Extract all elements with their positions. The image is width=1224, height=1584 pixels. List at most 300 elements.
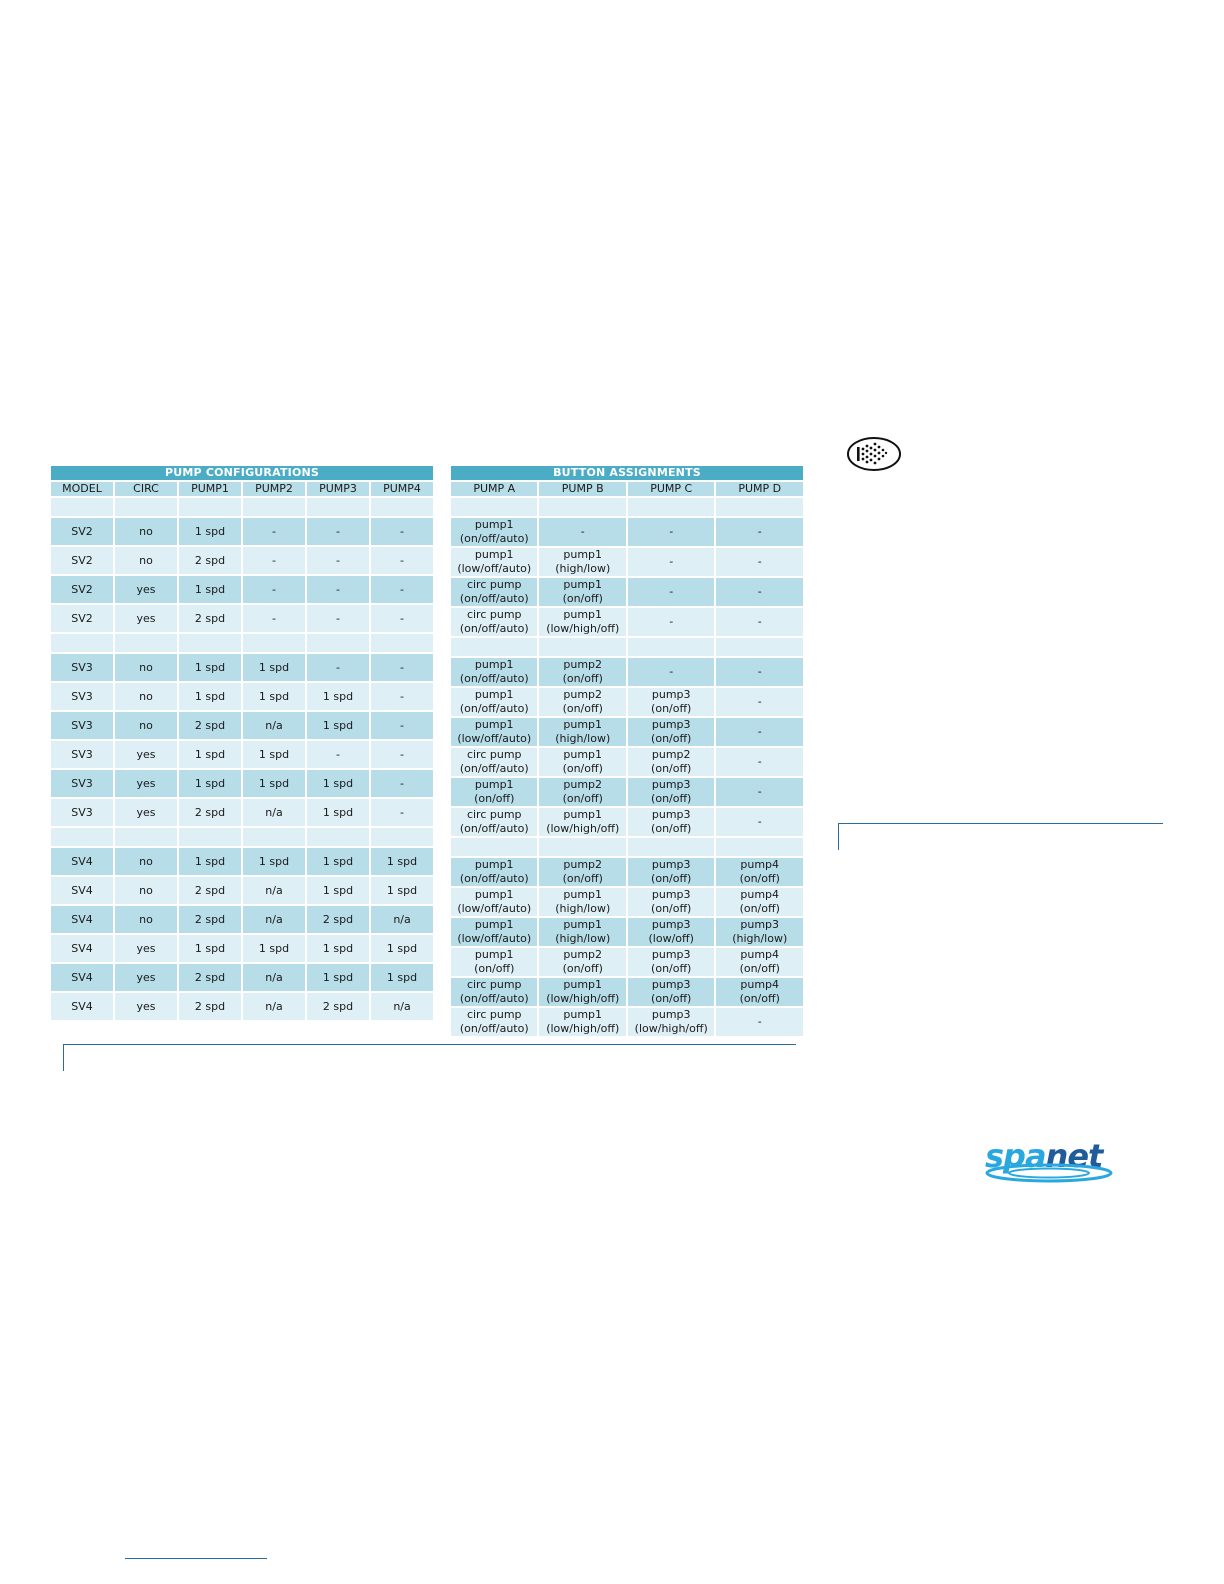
table-cell: - <box>371 518 433 545</box>
cell-label: pump3 <box>651 918 691 931</box>
empty-cell <box>716 498 803 516</box>
table-cell <box>716 518 803 546</box>
table-cell <box>539 548 625 576</box>
empty-cell <box>539 498 625 516</box>
cell-label: pump1 <box>563 548 603 561</box>
cell-mode: (low/high/off) <box>546 1022 620 1035</box>
table-cell: 1 spd <box>243 935 305 962</box>
table-cell <box>451 578 537 606</box>
cell-mode: (on/off) <box>562 672 603 685</box>
table-cell <box>716 978 803 1006</box>
table-cell: n/a <box>243 877 305 904</box>
empty-cell <box>51 828 113 846</box>
empty-cell <box>307 498 369 516</box>
table-row <box>451 688 803 716</box>
table-cell: SV3 <box>51 654 113 681</box>
empty-cell <box>371 498 433 516</box>
cell-label: - <box>757 755 762 768</box>
cell-label: pump1 <box>563 578 603 591</box>
cell-mode: (on/off/auto) <box>459 592 529 605</box>
table-cell: no <box>115 877 177 904</box>
table-cell: 1 spd <box>307 935 369 962</box>
separator-row <box>51 634 433 652</box>
table-cell: n/a <box>243 712 305 739</box>
table-cell: 1 spd <box>179 741 241 768</box>
table-cell <box>451 1008 537 1036</box>
table-cell <box>628 808 714 836</box>
empty-cell <box>628 838 714 856</box>
cell-mode: (low/high/off) <box>634 1022 708 1035</box>
empty-cell <box>371 828 433 846</box>
cell-label: pump1 <box>563 888 603 901</box>
table-cell: SV2 <box>51 576 113 603</box>
table-row <box>51 993 433 1020</box>
cell-mode: (on/off) <box>739 992 780 1005</box>
table-cell <box>628 718 714 746</box>
table-cell <box>716 858 803 886</box>
table-cell: SV4 <box>51 964 113 991</box>
table-cell: 1 spd <box>179 935 241 962</box>
table-row <box>51 518 433 545</box>
column-header-pump-b: PUMP B <box>539 482 625 496</box>
cell-mode: (high/low) <box>555 562 611 575</box>
separator-row <box>451 638 803 656</box>
table-cell: 1 spd <box>307 712 369 739</box>
table-cell: 2 spd <box>179 993 241 1020</box>
empty-cell <box>451 498 537 516</box>
column-header-pump3: PUMP3 <box>307 482 369 496</box>
table-cell: no <box>115 683 177 710</box>
jet-button-icon <box>846 436 902 472</box>
cell-label: circ pump <box>466 578 522 591</box>
table-cell: - <box>243 547 305 574</box>
table-cell: 2 spd <box>179 712 241 739</box>
table-cell: - <box>243 576 305 603</box>
table-cell: SV3 <box>51 712 113 739</box>
table-cell: n/a <box>371 993 433 1020</box>
table-cell: - <box>307 654 369 681</box>
empty-cell <box>628 638 714 656</box>
cell-label: pump1 <box>563 918 603 931</box>
empty-cell <box>115 634 177 652</box>
table-cell: - <box>371 770 433 797</box>
column-header-pump2: PUMP2 <box>243 482 305 496</box>
table-cell: 1 spd <box>371 935 433 962</box>
table-cell <box>628 748 714 776</box>
table-cell <box>628 888 714 916</box>
empty-cell <box>243 828 305 846</box>
cell-label: pump1 <box>563 718 603 731</box>
empty-cell <box>179 634 241 652</box>
cell-mode: (low/off/auto) <box>457 732 532 745</box>
table-cell: SV4 <box>51 906 113 933</box>
table-cell <box>716 548 803 576</box>
table-cell: 2 spd <box>179 906 241 933</box>
cell-label: - <box>669 615 674 628</box>
table-row <box>451 918 803 946</box>
table-cell: - <box>307 576 369 603</box>
table-cell <box>628 658 714 686</box>
cell-label: - <box>580 525 585 538</box>
table-cell: 1 spd <box>179 770 241 797</box>
table-row <box>451 608 803 636</box>
column-header-pump-d: PUMP D <box>716 482 803 496</box>
table-row <box>51 877 433 904</box>
table-cell <box>628 608 714 636</box>
table-cell <box>451 778 537 806</box>
empty-cell <box>51 634 113 652</box>
table-row <box>451 718 803 746</box>
cell-mode: (on/off) <box>651 762 692 775</box>
table-cell: 1 spd <box>243 770 305 797</box>
table-cell: - <box>371 576 433 603</box>
logo-text-spa: spa <box>985 1137 1046 1175</box>
table-cell <box>451 948 537 976</box>
table-row <box>51 906 433 933</box>
table-cell <box>628 578 714 606</box>
table-cell <box>451 808 537 836</box>
table-cell: n/a <box>243 993 305 1020</box>
cell-mode: (on/off) <box>651 902 692 915</box>
cell-mode: (on/off) <box>562 702 603 715</box>
column-header-pump-c: PUMP C <box>628 482 714 496</box>
table-row <box>451 888 803 916</box>
cell-label: pump2 <box>563 858 603 871</box>
table-cell <box>628 858 714 886</box>
cell-mode: (on/off) <box>651 732 692 745</box>
cell-label: pump1 <box>474 888 514 901</box>
cell-label: pump3 <box>651 808 691 821</box>
empty-cell <box>51 498 113 516</box>
table-cell: - <box>307 518 369 545</box>
table-cell: SV2 <box>51 547 113 574</box>
empty-cell <box>716 838 803 856</box>
footer-rule <box>125 1558 267 1559</box>
cell-label: pump1 <box>563 978 603 991</box>
cell-label: circ pump <box>466 978 522 991</box>
table-row <box>51 576 433 603</box>
cell-mode: (on/off) <box>562 872 603 885</box>
empty-cell <box>243 498 305 516</box>
cell-label: - <box>669 585 674 598</box>
empty-cell <box>451 638 537 656</box>
table-cell <box>539 858 625 886</box>
empty-cell <box>115 498 177 516</box>
table-row <box>451 778 803 806</box>
cell-label: pump3 <box>651 718 691 731</box>
empty-cell <box>307 634 369 652</box>
table-cell <box>628 978 714 1006</box>
table-cell <box>628 918 714 946</box>
table-cell: 1 spd <box>307 848 369 875</box>
table-cell: n/a <box>243 906 305 933</box>
cell-label: circ pump <box>466 808 522 821</box>
table-row <box>51 654 433 681</box>
table-row <box>51 547 433 574</box>
table-row <box>451 808 803 836</box>
table-cell <box>716 608 803 636</box>
table-cell: SV2 <box>51 605 113 632</box>
empty-cell <box>539 838 625 856</box>
table-cell <box>628 518 714 546</box>
table-cell: no <box>115 712 177 739</box>
cell-label: - <box>757 555 762 568</box>
table-cell <box>628 1008 714 1036</box>
table-cell: 2 spd <box>179 877 241 904</box>
cell-label: - <box>669 665 674 678</box>
empty-cell <box>179 828 241 846</box>
table-cell: 1 spd <box>307 964 369 991</box>
table-cell <box>539 658 625 686</box>
table-cell: SV4 <box>51 848 113 875</box>
separator-row <box>51 828 433 846</box>
table-cell: no <box>115 547 177 574</box>
cell-mode: (high/low) <box>555 732 611 745</box>
table-cell <box>451 978 537 1006</box>
button-assignments-table <box>449 464 805 1038</box>
table-cell: SV2 <box>51 518 113 545</box>
cell-mode: (on/off) <box>651 702 692 715</box>
cell-mode: (on/off) <box>474 962 515 975</box>
separator-row <box>451 498 803 516</box>
table-cell: no <box>115 518 177 545</box>
cell-label: - <box>757 815 762 828</box>
table-row <box>451 658 803 686</box>
cell-mode: (low/off/auto) <box>457 562 532 575</box>
table-row <box>51 799 433 826</box>
table-cell <box>628 688 714 716</box>
cell-mode: (on/off/auto) <box>459 992 529 1005</box>
cell-label: pump2 <box>651 748 691 761</box>
table-cell: yes <box>115 993 177 1020</box>
table-cell: - <box>371 741 433 768</box>
cell-label: circ pump <box>466 608 522 621</box>
table-row <box>51 935 433 962</box>
cell-mode: (on/off/auto) <box>459 762 529 775</box>
table-cell <box>539 608 625 636</box>
cell-label: - <box>757 615 762 628</box>
cell-label: pump1 <box>474 548 514 561</box>
table-row <box>451 858 803 886</box>
table-cell: 1 spd <box>307 877 369 904</box>
table-row <box>451 978 803 1006</box>
table-cell <box>628 548 714 576</box>
table-cell: - <box>307 605 369 632</box>
cell-mode: (on/off) <box>651 822 692 835</box>
table-cell: - <box>243 518 305 545</box>
table-row <box>51 770 433 797</box>
table-cell: 1 spd <box>371 877 433 904</box>
table-cell: 2 spd <box>179 964 241 991</box>
separator-row <box>451 838 803 856</box>
cell-mode: (low/off/auto) <box>457 932 532 945</box>
cell-label: pump3 <box>651 948 691 961</box>
table-cell: 2 spd <box>179 799 241 826</box>
cell-label: pump2 <box>563 688 603 701</box>
cell-label: pump2 <box>563 658 603 671</box>
table-cell <box>451 718 537 746</box>
column-header-circ: CIRC <box>115 482 177 496</box>
table-cell: no <box>115 848 177 875</box>
table-cell <box>539 1008 625 1036</box>
table-cell <box>539 888 625 916</box>
cell-mode: (on/off) <box>562 592 603 605</box>
cell-label: pump1 <box>563 748 603 761</box>
table-row <box>51 712 433 739</box>
table-cell: yes <box>115 741 177 768</box>
cell-label: pump1 <box>563 1008 603 1021</box>
cell-label: pump3 <box>740 918 780 931</box>
table-cell: 1 spd <box>371 964 433 991</box>
table-cell: n/a <box>243 964 305 991</box>
cell-label: pump3 <box>651 1008 691 1021</box>
cell-label: pump1 <box>474 858 514 871</box>
empty-cell <box>243 634 305 652</box>
cell-mode: (on/off) <box>651 962 692 975</box>
cell-label: pump1 <box>474 718 514 731</box>
empty-cell <box>451 838 537 856</box>
table-cell: - <box>307 741 369 768</box>
table-cell <box>451 748 537 776</box>
table-row <box>451 548 803 576</box>
table-cell: yes <box>115 576 177 603</box>
cell-label: pump1 <box>563 608 603 621</box>
table-cell: 1 spd <box>243 654 305 681</box>
table-cell: no <box>115 654 177 681</box>
cell-mode: (on/off) <box>562 762 603 775</box>
cell-label: pump1 <box>474 688 514 701</box>
table-cell: 1 spd <box>179 683 241 710</box>
table-cell: 1 spd <box>179 576 241 603</box>
column-header-pump1: PUMP1 <box>179 482 241 496</box>
table-cell <box>451 658 537 686</box>
table-row <box>451 518 803 546</box>
cell-mode: (on/off) <box>739 962 780 975</box>
table-cell: 1 spd <box>307 683 369 710</box>
table-cell <box>451 688 537 716</box>
cell-label: pump4 <box>740 948 780 961</box>
table-cell <box>451 888 537 916</box>
table-cell: no <box>115 906 177 933</box>
table-row <box>451 748 803 776</box>
table-cell: SV4 <box>51 877 113 904</box>
table-cell: 2 spd <box>179 605 241 632</box>
cell-mode: (on/off) <box>739 872 780 885</box>
column-header-pump-a: PUMP A <box>451 482 537 496</box>
cell-mode: (on/off) <box>651 872 692 885</box>
table-cell: - <box>371 654 433 681</box>
cell-label: - <box>757 665 762 678</box>
table-cell <box>716 1008 803 1036</box>
cell-label: pump4 <box>740 858 780 871</box>
cell-label: pump1 <box>474 918 514 931</box>
table-cell <box>539 918 625 946</box>
table-cell: 1 spd <box>307 770 369 797</box>
table-cell: yes <box>115 605 177 632</box>
cell-mode: (on/off/auto) <box>459 702 529 715</box>
cell-mode: (low/high/off) <box>546 822 620 835</box>
table-cell <box>539 808 625 836</box>
table-cell <box>539 688 625 716</box>
table-cell <box>451 518 537 546</box>
table-cell: - <box>371 799 433 826</box>
pump-configurations-title: PUMP CONFIGURATIONS <box>51 466 433 480</box>
table-cell: 2 spd <box>307 906 369 933</box>
empty-cell <box>307 828 369 846</box>
cell-mode: (on/off/auto) <box>459 872 529 885</box>
table-row <box>51 964 433 991</box>
cell-label: - <box>669 555 674 568</box>
table-cell: - <box>371 605 433 632</box>
table-cell <box>539 578 625 606</box>
cell-label: pump2 <box>563 778 603 791</box>
table-cell <box>716 888 803 916</box>
cell-mode: (on/off/auto) <box>459 672 529 685</box>
table-cell <box>539 778 625 806</box>
empty-cell <box>628 498 714 516</box>
cell-mode: (on/off/auto) <box>459 1022 529 1035</box>
cell-mode: (low/high/off) <box>546 622 620 635</box>
cell-label: pump3 <box>651 688 691 701</box>
table-row <box>451 578 803 606</box>
table-cell: - <box>307 547 369 574</box>
table-cell: yes <box>115 770 177 797</box>
table-cell <box>716 748 803 776</box>
button-assignments-title: BUTTON ASSIGNMENTS <box>451 466 803 480</box>
table-cell: 1 spd <box>179 848 241 875</box>
cell-label: circ pump <box>466 748 522 761</box>
table-cell: - <box>371 712 433 739</box>
cell-mode: (high/low) <box>555 932 611 945</box>
table-cell <box>716 918 803 946</box>
cell-label: pump1 <box>474 948 514 961</box>
table-cell <box>716 578 803 606</box>
table-cell: 1 spd <box>243 741 305 768</box>
cell-label: - <box>669 525 674 538</box>
table-cell: SV3 <box>51 799 113 826</box>
cell-mode: (on/off) <box>474 792 515 805</box>
table-cell <box>716 778 803 806</box>
table-cell <box>716 658 803 686</box>
table-row <box>51 683 433 710</box>
cell-label: - <box>757 525 762 538</box>
table-cell: 2 spd <box>307 993 369 1020</box>
column-header-model: MODEL <box>51 482 113 496</box>
table-row <box>51 848 433 875</box>
cell-label: - <box>757 785 762 798</box>
separator-row <box>51 498 433 516</box>
table-cell <box>451 858 537 886</box>
empty-cell <box>371 634 433 652</box>
table-cell: 1 spd <box>243 683 305 710</box>
table-cell: SV3 <box>51 741 113 768</box>
cell-label: pump2 <box>563 948 603 961</box>
empty-cell <box>115 828 177 846</box>
cell-mode: (on/off) <box>562 792 603 805</box>
pump-configurations-table <box>49 464 435 1022</box>
cell-label: pump3 <box>651 978 691 991</box>
table-row <box>451 1008 803 1036</box>
cell-mode: (on/off/auto) <box>459 822 529 835</box>
cell-label: circ pump <box>466 1008 522 1021</box>
cell-label: pump3 <box>651 778 691 791</box>
table-cell <box>716 948 803 976</box>
table-cell: 1 spd <box>307 799 369 826</box>
cell-label: - <box>757 695 762 708</box>
section-divider-bottom <box>63 1044 796 1071</box>
table-cell <box>539 518 625 546</box>
table-cell: - <box>243 605 305 632</box>
